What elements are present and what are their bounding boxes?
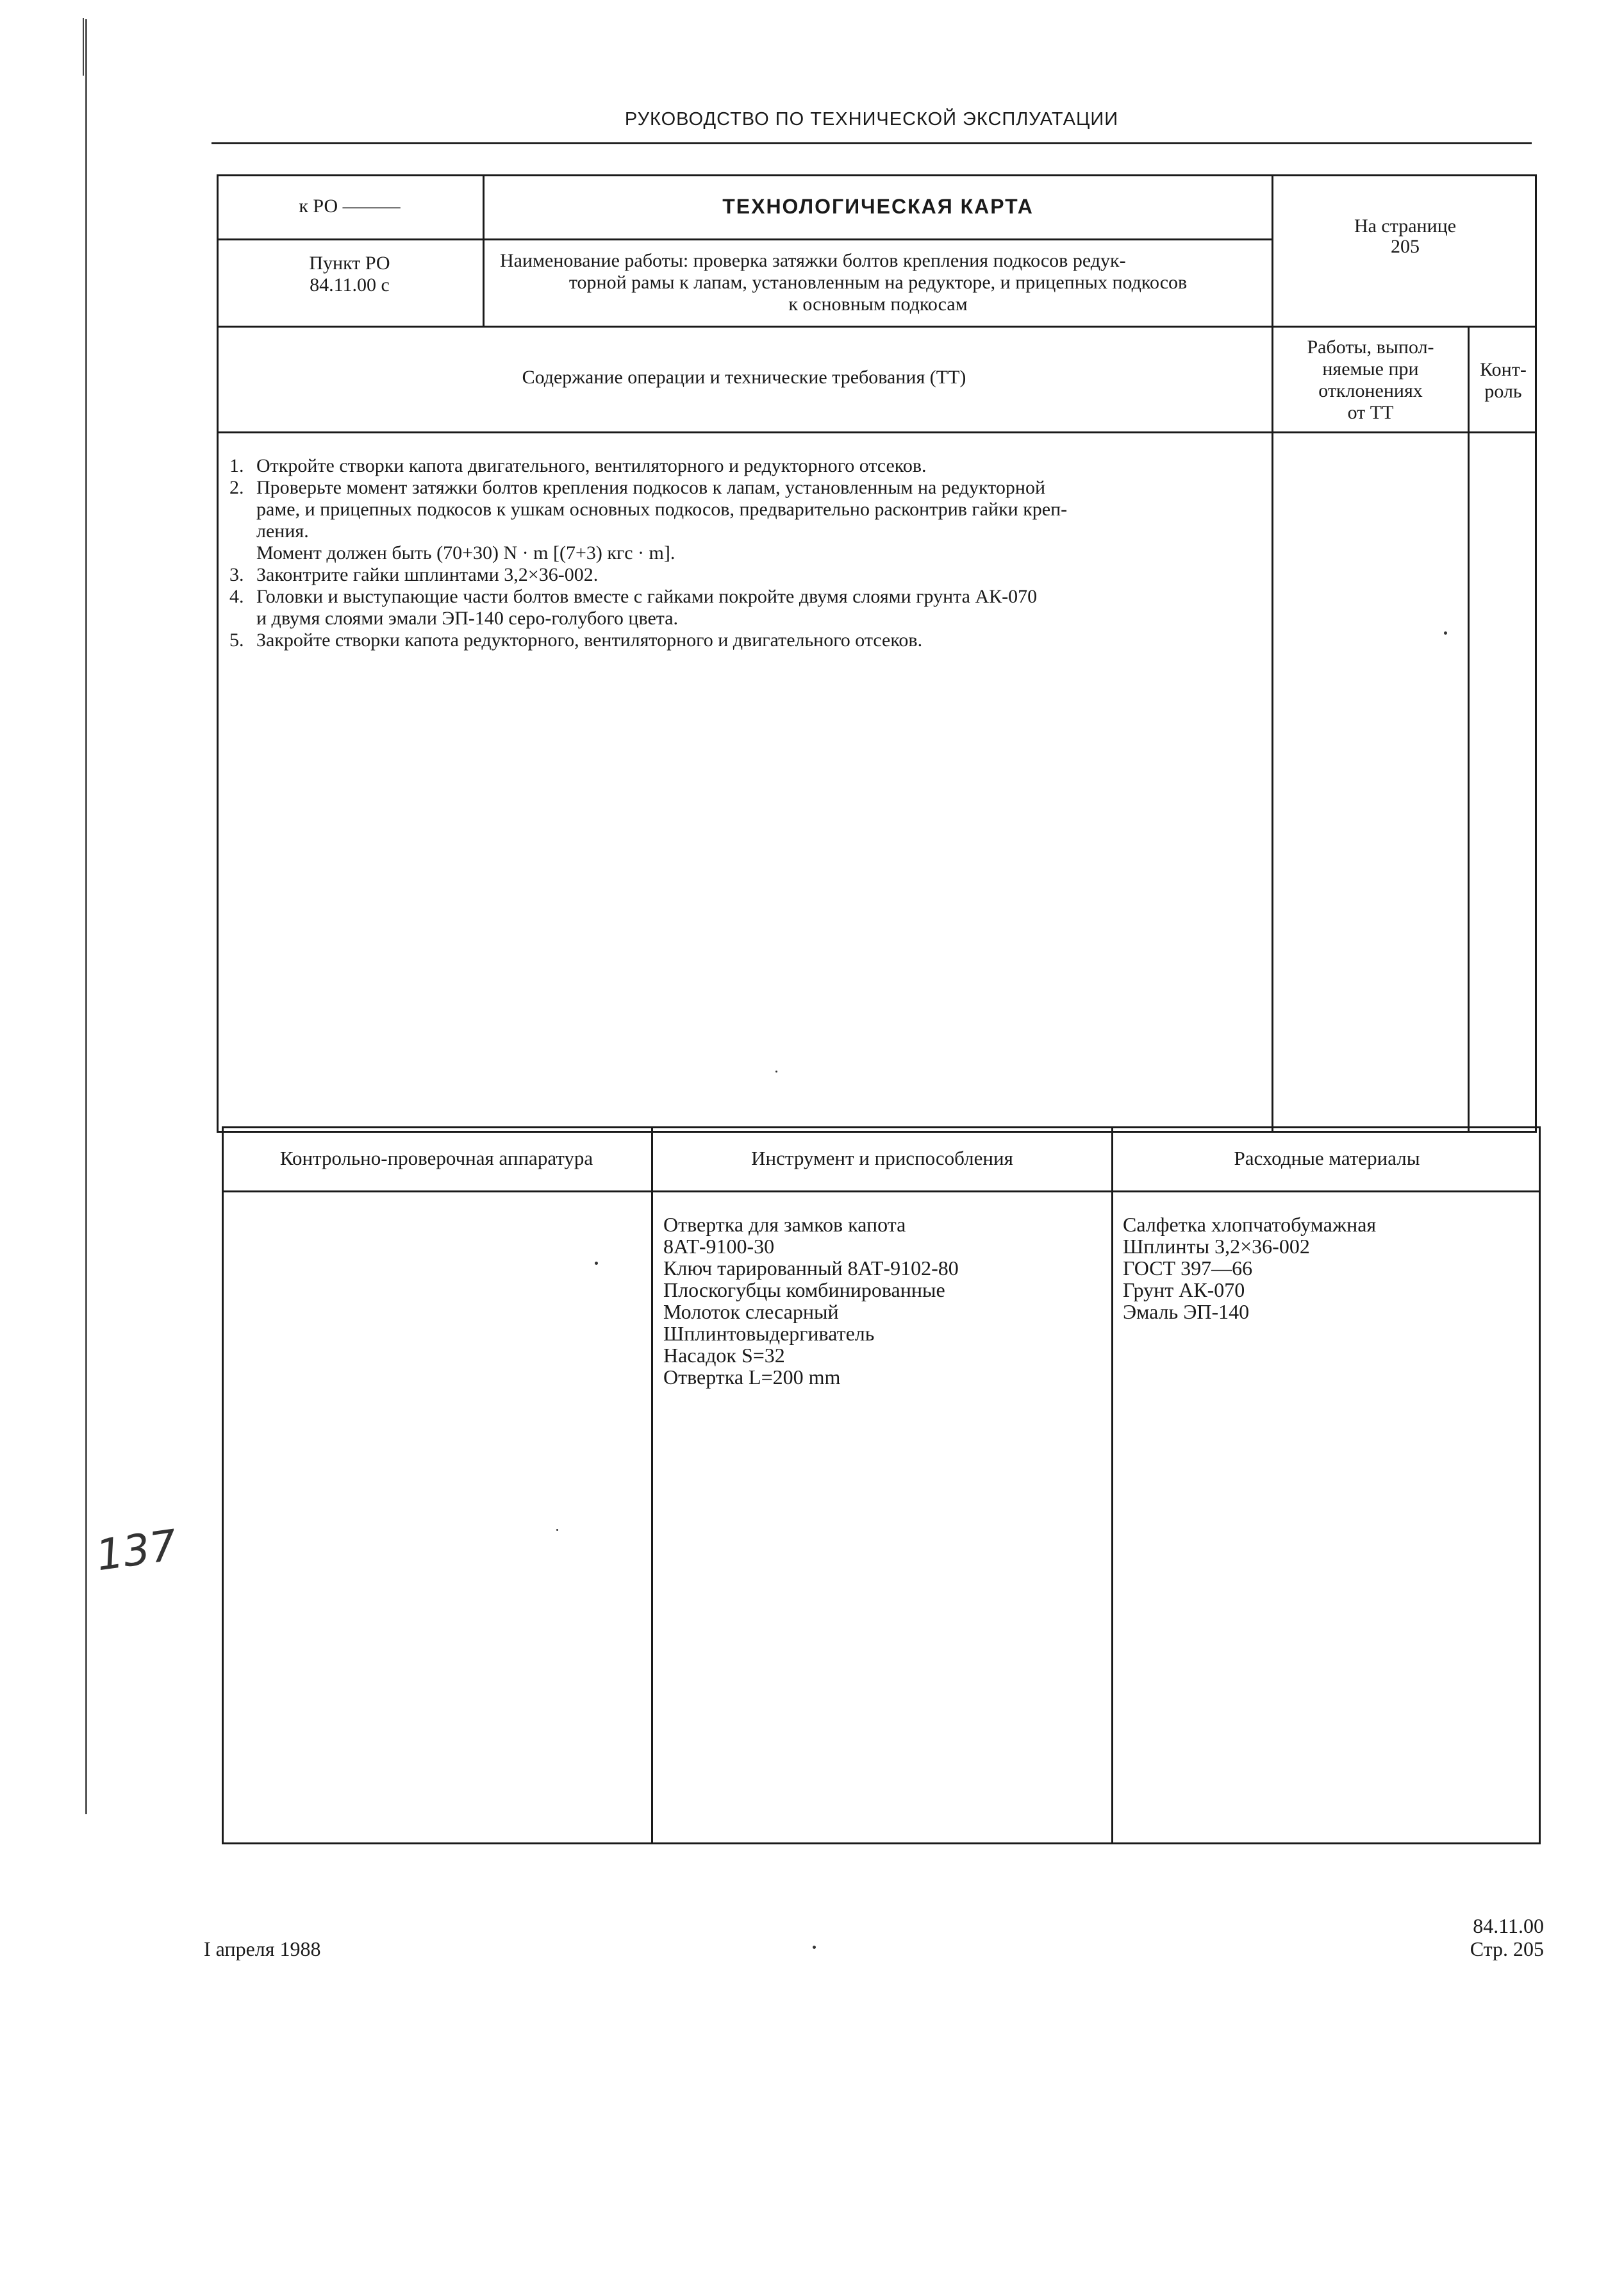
- work-name-line3: к основным подкосам: [788, 294, 968, 315]
- tool-item: Отвертка для замков капота: [663, 1213, 906, 1236]
- rule-equipment-col2: [1111, 1126, 1113, 1844]
- page-ref-label: На странице: [1354, 215, 1457, 237]
- op-number: 4.: [229, 586, 244, 607]
- material-item: Шплинты 3,2×36-002: [1123, 1235, 1310, 1258]
- operation-4: [229, 586, 1268, 608]
- rule-header-bottom: [217, 431, 1537, 433]
- scan-speck: [556, 1529, 558, 1531]
- op-text: Законтрите гайки шплинтами 3,2×36-002.: [256, 564, 599, 585]
- content-column-header: Содержание операции и технические требования (ТТ): [522, 367, 966, 388]
- footer-page-info: [1470, 1914, 1544, 1960]
- header-rule: [211, 142, 1532, 144]
- op-number: 2.: [229, 477, 244, 498]
- tool-item: Шплинтовыдергиватель: [663, 1322, 875, 1345]
- card-title: ТЕХНОЛОГИЧЕСКАЯ КАРТА: [722, 195, 1034, 218]
- operation-2-cont: раме, и прицепных подкосов к ушкам основных подкосов, предварительно расконтрив гайки креп-: [256, 499, 1068, 520]
- material-item: Салфетка хлопчатобумажная: [1123, 1213, 1377, 1236]
- scan-margin-mark: [83, 18, 84, 76]
- tools-list: [663, 1214, 959, 1388]
- tools-column-header: Инструмент и приспособления: [751, 1147, 1013, 1169]
- operation-2: [229, 477, 1268, 499]
- tech-card-frame: [217, 174, 1537, 1133]
- op-text: Откройте створки капота двигательного, вентиляторного и редукторного отсеков.: [256, 455, 927, 476]
- materials-column-header: Расходные материалы: [1234, 1147, 1420, 1169]
- op-number: 5.: [229, 630, 244, 651]
- operation-1: [229, 455, 1268, 477]
- operation-2-cont: ления.: [256, 521, 309, 542]
- footer-page-number: Стр. 205: [1470, 1937, 1544, 1960]
- operation-3: [229, 564, 1268, 586]
- footer-date: I апреля 1988: [204, 1937, 321, 1960]
- punkt-value: 84.11.00 с: [310, 274, 390, 296]
- material-item: Грунт АК-070: [1123, 1278, 1245, 1301]
- scan-speck: [813, 1946, 816, 1949]
- tool-item: 8АТ-9100-30: [663, 1235, 775, 1258]
- material-item: ГОСТ 397—66: [1123, 1256, 1253, 1280]
- tool-item: Молоток слесарный: [663, 1300, 839, 1323]
- op-number: 1.: [229, 455, 244, 476]
- page-ref-value: 205: [1391, 236, 1420, 257]
- operation-4-cont: и двумя слоями эмали ЭП-140 серо-голубого цвета.: [256, 608, 679, 629]
- equipment-column-header: Контрольно-проверочная аппаратура: [279, 1147, 593, 1169]
- operation-5: [229, 630, 1268, 651]
- material-item: Эмаль ЭП-140: [1123, 1300, 1250, 1323]
- deviation-header-l2: няемые при: [1322, 358, 1419, 380]
- scan-speck: [1444, 631, 1447, 635]
- op-number: 3.: [229, 564, 244, 585]
- op-text: Проверьте момент затяжки болтов крепления подкосов к лапам, установленным на редукторной: [256, 477, 1046, 498]
- work-name-line1: Наименование работы: проверка затяжки болтов крепления подкосов редук-: [500, 250, 1126, 271]
- footer-doc-code: 84.11.00: [1473, 1914, 1544, 1937]
- tool-item: Плоскогубцы комбинированные: [663, 1278, 945, 1301]
- scan-speck: [775, 1071, 777, 1073]
- control-header-l1: Конт-: [1480, 359, 1527, 380]
- rule-header-top: [217, 326, 1537, 328]
- rule-control-col: [1468, 326, 1470, 1133]
- rule-equipment-col1: [651, 1126, 653, 1844]
- operation-2-moment: Момент должен быть (70+30) N · m [(7+3) кгс · m].: [256, 542, 675, 563]
- op-text: Головки и выступающие части болтов вместе с гайками покройте двумя слоями грунта АК-070: [256, 586, 1038, 607]
- op-text: Закройте створки капота редукторного, вентиляторного и двигательного отсеков.: [256, 630, 923, 651]
- deviation-header-l4: от ТТ: [1347, 402, 1394, 423]
- scan-speck: [595, 1262, 598, 1265]
- control-header-l2: роль: [1484, 381, 1522, 402]
- tool-item: Ключ тарированный 8АТ-9102-80: [663, 1256, 959, 1280]
- handwritten-page-mark: 137: [93, 1520, 180, 1581]
- operations-list: [229, 455, 1268, 651]
- punkt-label: Пункт РО: [309, 253, 390, 274]
- deviation-header-l1: Работы, выпол-: [1307, 337, 1434, 358]
- deviation-header-l3: отклонениях: [1318, 380, 1423, 401]
- scan-margin-line: [85, 19, 87, 1814]
- materials-list: [1123, 1214, 1376, 1323]
- rule-right-col: [1272, 174, 1273, 1133]
- tool-item: Отвертка L=200 mm: [663, 1365, 841, 1389]
- rule-title-row: [217, 238, 1273, 240]
- work-name-line2: торной рамы к лапам, установленным на редукторе, и прицепных подкосов: [568, 272, 1188, 293]
- tool-item: Насадок S=32: [663, 1344, 785, 1367]
- rule-equipment-header: [222, 1190, 1541, 1192]
- ref-po-label: к РО ———: [299, 196, 401, 217]
- running-header: РУКОВОДСТВО ПО ТЕХНИЧЕСКОЙ ЭКСПЛУАТАЦИИ: [624, 109, 1119, 129]
